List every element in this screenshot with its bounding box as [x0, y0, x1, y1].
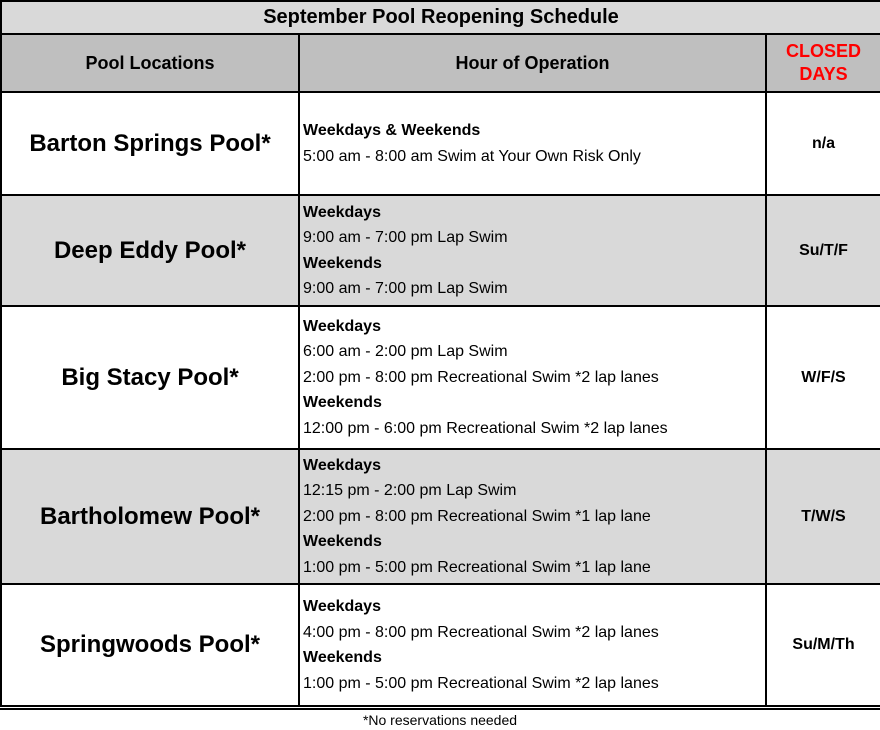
hours-period-label: Weekends: [303, 254, 382, 272]
pool-name: Big Stacy Pool*: [1, 306, 299, 449]
hours-period-label: Weekdays: [303, 456, 381, 474]
pool-name: Barton Springs Pool*: [1, 92, 299, 195]
header-closed-days: [766, 34, 880, 92]
closed-days: W/F/S: [766, 306, 880, 449]
closed-days: n/a: [766, 92, 880, 195]
hours-time-line: 9:00 am - 7:00 pm Lap Swim: [303, 280, 508, 297]
pool-hours: [299, 195, 766, 306]
pool-name: Springwoods Pool*: [1, 584, 299, 706]
hours-period-label: Weekends: [303, 649, 382, 666]
hours-time-line: 1:00 pm - 5:00 pm Recreational Swim *1 lap lane: [303, 558, 651, 576]
pool-row: [1, 195, 880, 306]
pool-name: Deep Eddy Pool*: [1, 195, 299, 306]
hours-period-label: Weekdays: [303, 317, 381, 335]
hours-time-line: 5:00 am - 8:00 am Swim at Your Own Risk Only: [303, 147, 641, 165]
closed-days: T/W/S: [766, 449, 880, 584]
closed-days: Su/T/F: [766, 195, 880, 306]
header-row: [1, 34, 880, 92]
pool-hours: [299, 306, 766, 449]
hours-time-line: 1:00 pm - 5:00 pm Recreational Swim *2 lap lanes: [303, 674, 659, 692]
header-closed-line1: CLOSED: [786, 40, 862, 61]
header-hours-of-operation: Hour of Operation: [299, 34, 766, 92]
pool-name: Bartholomew Pool*: [1, 449, 299, 584]
hours-period-label: Weekdays & Weekends: [303, 122, 481, 139]
schedule-title: September Pool Reopening Schedule: [1, 1, 880, 34]
hours-time-line: 9:00 am - 7:00 pm Lap Swim: [303, 229, 508, 246]
closed-days: Su/M/Th: [766, 584, 880, 706]
header-pool-locations: Pool Locations: [1, 34, 299, 92]
title-row: [1, 1, 880, 34]
hours-period-label: Weekdays: [303, 203, 381, 221]
footnote: *No reservations needed: [0, 708, 880, 728]
hours-time-line: 12:15 pm - 2:00 pm Lap Swim: [303, 482, 517, 500]
pool-hours: [299, 92, 766, 195]
hours-time-line: 2:00 pm - 8:00 pm Recreational Swim *1 lap lane: [303, 507, 651, 525]
header-closed-line2: DAYS: [799, 64, 848, 84]
hours-time-line: 12:00 pm - 6:00 pm Recreational Swim *2 lap lanes: [303, 419, 668, 437]
pool-hours: [299, 584, 766, 706]
pool-row: [1, 306, 880, 449]
pool-row: [1, 92, 880, 195]
pool-row: [1, 584, 880, 706]
pool-hours: [299, 449, 766, 584]
hours-period-label: Weekends: [303, 533, 382, 551]
hours-period-label: Weekdays: [303, 598, 381, 615]
hours-period-label: Weekends: [303, 394, 382, 412]
pool-row: [1, 449, 880, 584]
hours-time-line: 6:00 am - 2:00 pm Lap Swim: [303, 343, 508, 361]
hours-time-line: 2:00 pm - 8:00 pm Recreational Swim *2 lap lanes: [303, 368, 659, 386]
hours-time-line: 4:00 pm - 8:00 pm Recreational Swim *2 lap lanes: [303, 623, 659, 641]
